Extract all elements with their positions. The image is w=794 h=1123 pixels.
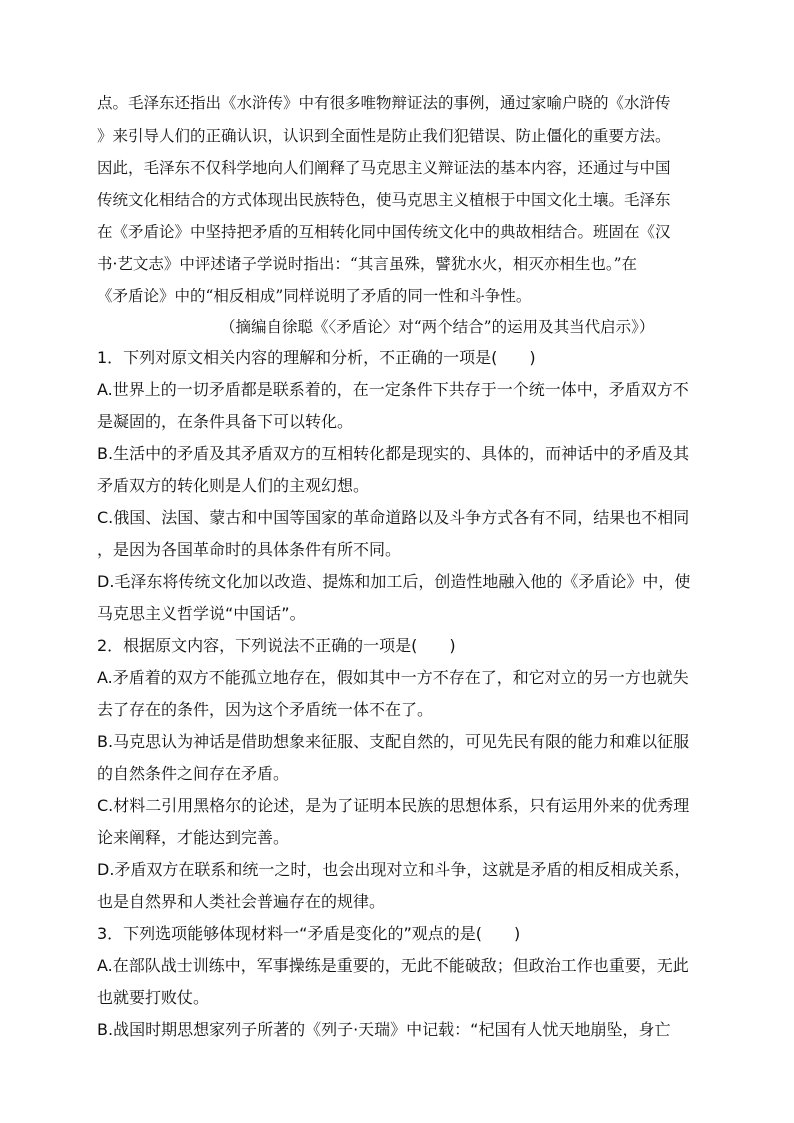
option-line: 论来阐释，才能达到完善。	[97, 828, 290, 847]
option-line: C.俄国、法国、蒙古和中国等国家的革命道路以及斗争方式各有不同，结果也不相同	[97, 508, 690, 527]
option-line: B.战国时期思想家列子所著的《列子·天瑞》中记载：“杞国有人忧天地崩坠，身亡	[97, 1020, 671, 1039]
option-line: D.毛泽东将传统文化加以改造、提炼和加工后，创造性地融入他的《矛盾论》中，使	[97, 572, 691, 591]
question-stem: 2．根据原文内容，下列说法不正确的一项是( )	[97, 636, 456, 655]
option-line: 马克思主义哲学说“中国话”。	[97, 604, 306, 623]
option-line: 也就要打败仗。	[97, 988, 210, 1007]
option-line: 也是自然界和人类社会普遍存在的规律。	[97, 892, 386, 911]
option-line: B.生活中的矛盾及其矛盾双方的互相转化都是现实的、具体的，而神话中的矛盾及其	[97, 444, 690, 463]
passage-line: 书·艺文志》中评述诸子学说时指出：“其言虽殊，譬犹水火，相灭亦相生也。”在	[97, 255, 638, 273]
question-stem: 1．下列对原文相关内容的理解和分析，不正确的一项是( )	[97, 348, 536, 367]
option-line: D.矛盾双方在联系和统一之时，也会出现对立和斗争，这就是矛盾的相反相成关系，	[97, 860, 691, 879]
passage-line: 点。毛泽东还指出《水浒传》中有很多唯物辩证法的事例，通过家喻户晓的《水浒传	[97, 94, 671, 112]
passage-line: 《矛盾论》中的“相反相成”同样说明了矛盾的同一性和斗争性。	[97, 287, 532, 305]
option-line: 矛盾双方的转化则是人们的主观幻想。	[97, 476, 370, 495]
option-line: A.世界上的一切矛盾都是联系着的，在一定条件下共存于一个统一体中，矛盾双方不	[97, 380, 689, 399]
option-line: C.材料二引用黑格尔的论述，是为了证明本民族的思想体系，只有运用外来的优秀理	[97, 796, 690, 815]
passage-source: （摘编自徐聪《〈矛盾论〉对“两个结合”的运用及其当代启示》）	[220, 318, 655, 336]
option-line: B.马克思认为神话是借助想象来征服、支配自然的，可见先民有限的能力和难以征服	[97, 732, 690, 751]
passage-line: 因此，毛泽东不仅科学地向人们阐释了马克思主义辩证法的基本内容，还通过与中国	[97, 159, 671, 177]
question-stem: 3．下列选项能够体现材料一“矛盾是变化的”观点的是( )	[97, 924, 521, 943]
option-line: 是凝固的，在条件具备下可以转化。	[97, 412, 354, 431]
passage-line: 在《矛盾论》中坚持把矛盾的互相转化同中国传统文化中的典故相结合。班固在《汉	[97, 223, 671, 241]
option-line: ，是因为各国革命时的具体条件有所不同。	[97, 540, 402, 559]
passage-line: 传统文化相结合的方式体现出民族特色，使马克思主义植根于中国文化土壤。毛泽东	[97, 191, 671, 209]
option-line: 的自然条件之间存在矛盾。	[97, 764, 290, 783]
option-line: A.在部队战士训练中，军事操练是重要的，无此不能破敌；但政治工作也重要，无此	[97, 956, 689, 975]
passage-line: 》来引导人们的正确认识，认识到全面性是防止我们犯错误、防止僵化的重要方法。	[97, 127, 671, 145]
option-line: 去了存在的条件，因为这个矛盾统一体不在了。	[97, 700, 434, 719]
option-line: A.矛盾着的双方不能孤立地存在，假如其中一方不存在了，和它对立的另一方也就失	[97, 668, 689, 687]
